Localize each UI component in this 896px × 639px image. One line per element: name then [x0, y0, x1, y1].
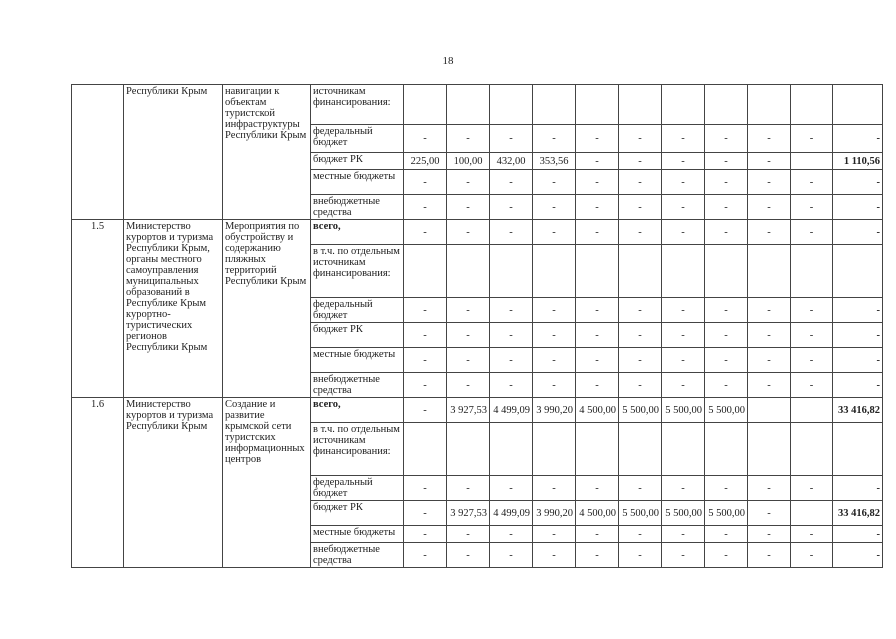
value-cell [576, 245, 619, 298]
total-cell [833, 85, 883, 125]
value-cell: 3 927,53 [447, 398, 490, 423]
value-cell: - [619, 125, 662, 153]
value-cell [490, 423, 533, 476]
value-cell: - [404, 543, 447, 568]
value-cell: - [404, 526, 447, 543]
value-cell: - [791, 323, 833, 348]
total-cell: - [833, 323, 883, 348]
value-cell [404, 245, 447, 298]
value-cell [447, 245, 490, 298]
value-cell: 4 500,00 [576, 398, 619, 423]
value-cell: - [576, 323, 619, 348]
value-cell: - [404, 476, 447, 501]
value-cell: 5 500,00 [662, 501, 705, 526]
value-cell: - [576, 170, 619, 195]
value-cell: - [705, 195, 748, 220]
value-cell [619, 423, 662, 476]
value-cell: - [533, 526, 576, 543]
value-cell: - [447, 348, 490, 373]
value-cell [533, 85, 576, 125]
value-cell [576, 423, 619, 476]
value-cell: - [791, 476, 833, 501]
value-cell: - [791, 195, 833, 220]
value-cell: - [662, 526, 705, 543]
value-cell: - [791, 220, 833, 245]
row-number [72, 85, 124, 220]
value-cell: - [748, 476, 791, 501]
value-cell: 4 499,09 [490, 501, 533, 526]
value-cell: 5 500,00 [662, 398, 705, 423]
value-cell: - [705, 170, 748, 195]
row-number: 1.5 [72, 220, 124, 398]
value-cell: - [533, 170, 576, 195]
row-number: 1.6 [72, 398, 124, 568]
funding-source-cell: источникам финансирования: [311, 85, 404, 125]
value-cell [705, 85, 748, 125]
value-cell: - [533, 125, 576, 153]
table-row [72, 85, 883, 125]
value-cell: - [748, 220, 791, 245]
total-cell [833, 245, 883, 298]
value-cell: 3 990,20 [533, 398, 576, 423]
value-cell: - [705, 220, 748, 245]
total-cell: 33 416,82 [833, 398, 883, 423]
value-cell: 4 500,00 [576, 501, 619, 526]
value-cell: - [705, 153, 748, 170]
value-cell: - [404, 195, 447, 220]
value-cell [533, 245, 576, 298]
value-cell: - [791, 125, 833, 153]
value-cell: - [791, 170, 833, 195]
value-cell: - [533, 323, 576, 348]
value-cell: - [619, 543, 662, 568]
value-cell: - [619, 373, 662, 398]
value-cell: - [662, 298, 705, 323]
value-cell: - [576, 195, 619, 220]
value-cell: - [748, 526, 791, 543]
value-cell: - [404, 220, 447, 245]
executor-cell: Министерство курортов и туризма Республики Крым, органы местного самоуправления муниципальных образований в Республике Крым курортно-туристических регионов Республики Крым [124, 220, 223, 398]
value-cell: - [576, 373, 619, 398]
value-cell [748, 85, 791, 125]
value-cell [791, 501, 833, 526]
value-cell: - [705, 543, 748, 568]
value-cell [748, 398, 791, 423]
value-cell: - [404, 348, 447, 373]
value-cell: - [404, 170, 447, 195]
funding-source-cell: бюджет РК [311, 501, 404, 526]
funding-source-cell: всего, [311, 220, 404, 245]
value-cell: - [404, 125, 447, 153]
value-cell: 432,00 [490, 153, 533, 170]
value-cell [447, 423, 490, 476]
value-cell [705, 245, 748, 298]
value-cell: - [533, 195, 576, 220]
value-cell [619, 245, 662, 298]
funding-source-cell: федеральный бюджет [311, 476, 404, 501]
funding-source-cell: внебюджетные средства [311, 373, 404, 398]
funding-source-cell: внебюджетные средства [311, 543, 404, 568]
value-cell: - [533, 476, 576, 501]
value-cell [748, 423, 791, 476]
value-cell: - [533, 543, 576, 568]
value-cell [490, 85, 533, 125]
value-cell: - [533, 348, 576, 373]
value-cell: - [662, 476, 705, 501]
value-cell: - [705, 526, 748, 543]
value-cell: - [748, 298, 791, 323]
funding-source-cell: в т.ч. по отдельным источникам финансирования: [311, 245, 404, 298]
value-cell: - [619, 476, 662, 501]
total-cell: - [833, 543, 883, 568]
value-cell: - [705, 476, 748, 501]
budget-table [71, 84, 883, 568]
activity-cell: Мероприятия по обустройству и содержанию пляжных территорий Республики Крым [223, 220, 311, 398]
value-cell [490, 245, 533, 298]
value-cell [791, 398, 833, 423]
value-cell: 5 500,00 [705, 398, 748, 423]
total-cell: - [833, 125, 883, 153]
funding-source-cell: федеральный бюджет [311, 125, 404, 153]
value-cell: - [748, 170, 791, 195]
value-cell: 5 500,00 [619, 501, 662, 526]
value-cell [705, 423, 748, 476]
funding-source-cell: всего, [311, 398, 404, 423]
value-cell: - [447, 220, 490, 245]
value-cell: 3 927,53 [447, 501, 490, 526]
total-cell: - [833, 298, 883, 323]
value-cell: - [404, 501, 447, 526]
activity-cell: навигации к объектам туристской инфраструктуры Республики Крым [223, 85, 311, 220]
value-cell: - [576, 220, 619, 245]
value-cell: - [490, 170, 533, 195]
value-cell: - [404, 398, 447, 423]
value-cell: - [705, 125, 748, 153]
value-cell: - [490, 526, 533, 543]
value-cell: - [748, 125, 791, 153]
value-cell: - [748, 373, 791, 398]
value-cell: - [447, 125, 490, 153]
value-cell: - [490, 125, 533, 153]
value-cell: - [533, 373, 576, 398]
value-cell: 5 500,00 [619, 398, 662, 423]
value-cell: - [619, 298, 662, 323]
total-cell: - [833, 348, 883, 373]
value-cell [662, 85, 705, 125]
value-cell: - [490, 476, 533, 501]
value-cell: - [447, 170, 490, 195]
value-cell: - [791, 373, 833, 398]
table-row [72, 220, 883, 245]
value-cell [662, 423, 705, 476]
value-cell [748, 245, 791, 298]
value-cell [619, 85, 662, 125]
value-cell: - [404, 323, 447, 348]
value-cell: - [662, 195, 705, 220]
value-cell: - [576, 348, 619, 373]
value-cell: 5 500,00 [705, 501, 748, 526]
value-cell: - [662, 170, 705, 195]
value-cell: - [748, 153, 791, 170]
funding-source-cell: в т.ч. по отдельным источникам финансирования: [311, 423, 404, 476]
value-cell: - [576, 526, 619, 543]
value-cell: 100,00 [447, 153, 490, 170]
funding-source-cell: местные бюджеты [311, 170, 404, 195]
total-cell [833, 423, 883, 476]
value-cell: - [705, 373, 748, 398]
value-cell: - [662, 373, 705, 398]
value-cell: - [490, 323, 533, 348]
value-cell: 4 499,09 [490, 398, 533, 423]
value-cell [533, 423, 576, 476]
total-cell: - [833, 526, 883, 543]
executor-cell: Республики Крым [124, 85, 223, 220]
value-cell: - [619, 220, 662, 245]
funding-source-cell: местные бюджеты [311, 348, 404, 373]
value-cell: - [619, 348, 662, 373]
value-cell: - [447, 298, 490, 323]
value-cell: - [490, 373, 533, 398]
funding-source-cell: бюджет РК [311, 323, 404, 348]
value-cell [404, 423, 447, 476]
total-cell: - [833, 476, 883, 501]
funding-source-cell: местные бюджеты [311, 526, 404, 543]
value-cell [791, 85, 833, 125]
value-cell: - [576, 153, 619, 170]
value-cell: - [404, 373, 447, 398]
funding-source-cell: внебюджетные средства [311, 195, 404, 220]
value-cell: - [662, 220, 705, 245]
value-cell: - [705, 298, 748, 323]
value-cell [576, 85, 619, 125]
value-cell: - [490, 220, 533, 245]
value-cell: - [490, 298, 533, 323]
value-cell: - [576, 543, 619, 568]
value-cell: - [619, 526, 662, 543]
value-cell: - [662, 348, 705, 373]
value-cell: 3 990,20 [533, 501, 576, 526]
value-cell: - [490, 348, 533, 373]
value-cell [447, 85, 490, 125]
value-cell: - [748, 501, 791, 526]
total-cell: - [833, 220, 883, 245]
value-cell: - [576, 298, 619, 323]
value-cell: - [447, 543, 490, 568]
value-cell: - [705, 348, 748, 373]
value-cell: - [619, 323, 662, 348]
page-number: 18 [442, 55, 454, 67]
activity-cell: Создание и развитие крымской сети туристских информационных центров [223, 398, 311, 568]
value-cell: - [490, 543, 533, 568]
funding-source-cell: бюджет РК [311, 153, 404, 170]
funding-source-cell: федеральный бюджет [311, 298, 404, 323]
value-cell [662, 245, 705, 298]
value-cell: - [662, 323, 705, 348]
value-cell: - [576, 125, 619, 153]
value-cell: - [447, 195, 490, 220]
value-cell: - [748, 323, 791, 348]
value-cell: - [447, 476, 490, 501]
total-cell: 33 416,82 [833, 501, 883, 526]
value-cell: - [662, 125, 705, 153]
value-cell [791, 153, 833, 170]
value-cell: 225,00 [404, 153, 447, 170]
value-cell: - [791, 298, 833, 323]
executor-cell: Министерство курортов и туризма Республики Крым [124, 398, 223, 568]
total-cell: - [833, 195, 883, 220]
table-row [72, 398, 883, 423]
total-cell: 1 110,56 [833, 153, 883, 170]
value-cell: - [662, 153, 705, 170]
total-cell: - [833, 170, 883, 195]
value-cell [404, 85, 447, 125]
value-cell: - [447, 323, 490, 348]
value-cell: - [791, 543, 833, 568]
value-cell: - [791, 348, 833, 373]
value-cell: - [662, 543, 705, 568]
value-cell: - [619, 153, 662, 170]
value-cell: - [705, 323, 748, 348]
value-cell: - [447, 373, 490, 398]
value-cell: - [533, 298, 576, 323]
value-cell: - [748, 543, 791, 568]
value-cell [791, 423, 833, 476]
value-cell: - [791, 526, 833, 543]
value-cell: - [748, 348, 791, 373]
value-cell: - [619, 195, 662, 220]
value-cell: 353,56 [533, 153, 576, 170]
value-cell [791, 245, 833, 298]
value-cell: - [490, 195, 533, 220]
value-cell: - [748, 195, 791, 220]
value-cell: - [533, 220, 576, 245]
value-cell: - [619, 170, 662, 195]
value-cell: - [447, 526, 490, 543]
value-cell: - [404, 298, 447, 323]
value-cell: - [576, 476, 619, 501]
total-cell: - [833, 373, 883, 398]
